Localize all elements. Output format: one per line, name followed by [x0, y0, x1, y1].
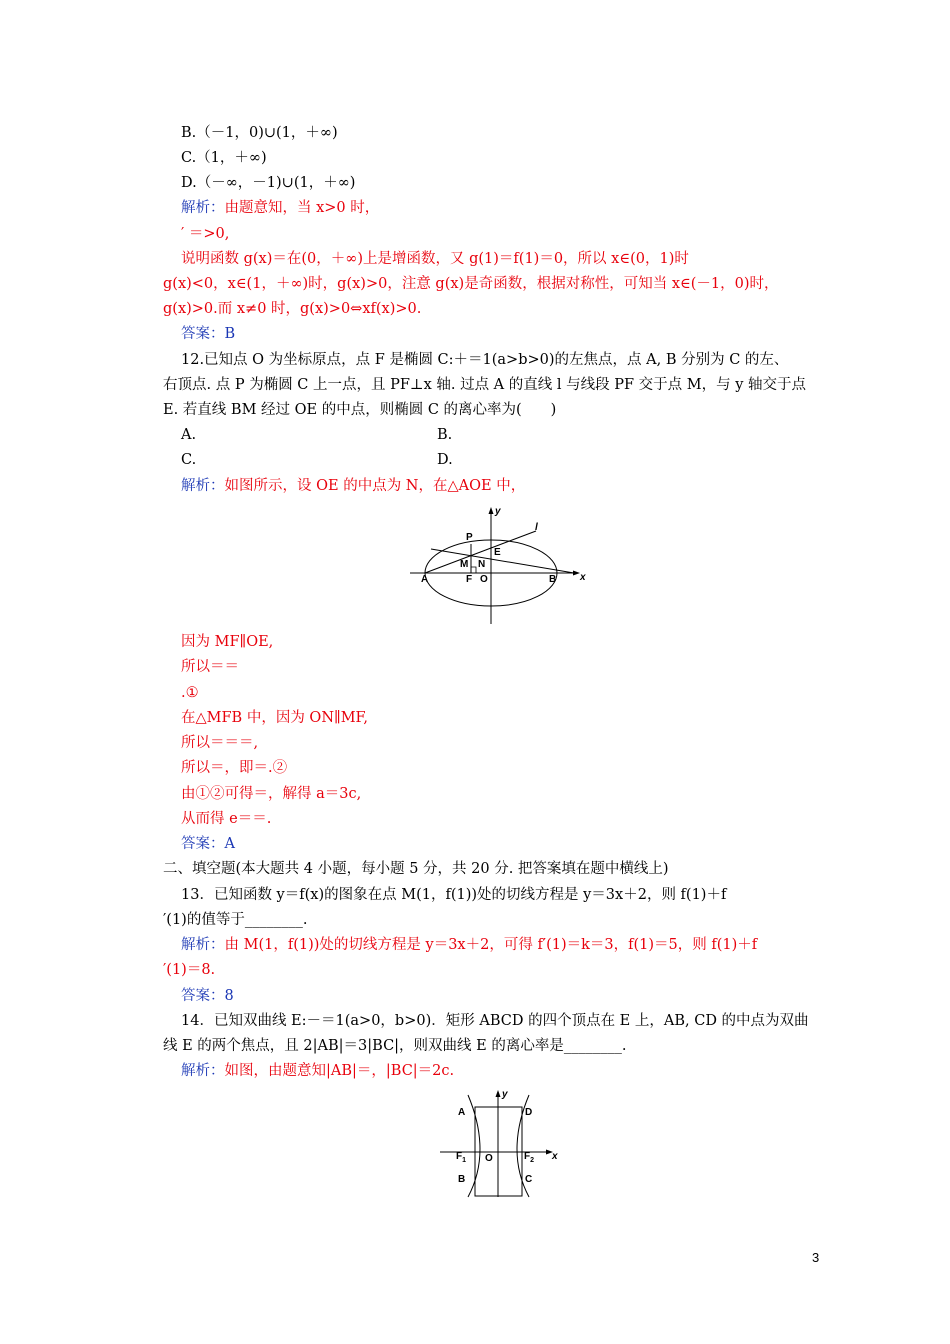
text-line: 线 E 的两个焦点，且 2|AB|＝3|BC|，则双曲线 E 的离心率是________.: [163, 1038, 627, 1054]
line-label: 解析：: [181, 937, 225, 953]
fig1-label-o: O: [480, 574, 488, 585]
line-label: 解析：: [181, 1063, 225, 1079]
text-line: ′(1)的值等于________.: [163, 912, 308, 928]
ellipse-figure: [405, 500, 595, 628]
line-content: 由题意知，当 x>0 时，: [224, 200, 380, 216]
text-line: [181, 323, 235, 345]
text-line: [181, 197, 379, 219]
text-line: 所以＝＝＝,: [181, 735, 259, 751]
fig2-label-f2: $F_2$: [524, 1151, 535, 1164]
fig2-label-b: B: [458, 1174, 466, 1185]
line-content: 8: [224, 988, 234, 1004]
right-angle-mark: [471, 567, 476, 573]
text-line: [181, 1060, 454, 1082]
line-label: 答案：: [181, 326, 225, 342]
x-axis-arrow: [573, 571, 580, 576]
line-label: 解析：: [181, 200, 225, 216]
text-line: ′(1)＝8.: [163, 962, 216, 978]
text-line: C.: [181, 452, 197, 468]
fig2-label-a: A: [458, 1107, 466, 1118]
y-axis-arrow: [496, 1090, 501, 1097]
text-line: 12.已知点 O 为坐标原点，点 F 是椭圆 C:＋＝1(a>b>0)的左焦点，点 A, B 分别为 C 的左、: [181, 352, 789, 368]
line-content: 如图，由题意知|AB|＝，|BC|＝2c.: [224, 1063, 455, 1079]
fig1-label-b: B: [549, 574, 557, 585]
fig1-label-n: N: [478, 559, 486, 570]
line-content: 由 M(1，f(1))处的切线方程是 y＝3x＋2，可得 f′(1)＝k＝3，f(1)＝5，则 f(1)＋f: [224, 937, 758, 953]
line-label: 解析：: [181, 478, 225, 494]
line-content: 如图所示，设 OE 的中点为 N，在△AOE 中，: [224, 478, 526, 494]
fig1-label-x: x: [580, 572, 586, 583]
text-line: 二、填空题(本大题共 4 小题，每小题 5 分，共 20 分. 把答案填在题中横线上): [163, 861, 669, 877]
text-line: .①: [181, 685, 199, 701]
line-content: B: [224, 326, 236, 342]
line-label: 答案：: [181, 836, 225, 852]
text-line: [181, 475, 525, 497]
text-line: 说明函数 g(x)＝在(0，＋∞)上是增函数，又 g(1)＝f(1)＝0，所以 x∈(0，1)时: [181, 251, 689, 267]
hyperbola-left-branch: [468, 1095, 480, 1197]
text-line: 在△MFB 中，因为 ON∥MF,: [181, 710, 368, 726]
fig1-label-p: P: [466, 532, 473, 543]
fig2-label-c: C: [525, 1174, 533, 1185]
fig1-label-e: E: [494, 547, 501, 558]
text-line: 因为 MF∥OE,: [181, 634, 274, 650]
text-line: 所以＝＝: [181, 659, 239, 675]
fig1-label-a: A: [421, 574, 429, 585]
hyperbola-figure: [440, 1085, 565, 1200]
text-line: E. 若直线 BM 经过 OE 的中点，则椭圆 C 的离心率为( ): [163, 402, 557, 418]
page-number: 3: [812, 1250, 820, 1265]
fig2-label-x: x: [552, 1151, 558, 1162]
text-line: 14．已知双曲线 E:－＝1(a>0，b>0)．矩形 ABCD 的四个顶点在 E 上，AB, CD 的中点为双曲: [181, 1013, 809, 1029]
fig1-label-l: l: [535, 522, 538, 533]
text-line: 13．已知函数 y＝f(x)的图象在点 M(1，f(1))处的切线方程是 y＝3x＋2，则 f(1)＋f: [181, 887, 727, 903]
fig2-label-d: D: [525, 1107, 533, 1118]
fig2-label-y: y: [502, 1089, 508, 1100]
text-line: 由①②可得＝，解得 a＝3c,: [181, 786, 362, 802]
text-line: [181, 934, 757, 956]
text-line: 所以＝，即＝.②: [181, 760, 288, 776]
fig2-label-f1: $F_1$: [456, 1151, 467, 1164]
text-line: C.（1，＋∞): [181, 150, 267, 166]
text-line: B.: [437, 427, 453, 443]
text-line: D.: [437, 452, 453, 468]
text-line: [181, 985, 234, 1007]
text-line: B.（－1，0)∪(1，＋∞): [181, 125, 338, 141]
fig1-label-f: F: [466, 574, 473, 585]
text-line: g(x)>0.而 x≠0 时，g(x)>0⇔xf(x)>0.: [163, 301, 422, 317]
line-content: A: [224, 836, 235, 852]
fig2-label-o: O: [485, 1153, 493, 1164]
y-axis-arrow: [489, 507, 494, 514]
text-line: 从而得 e＝＝.: [181, 811, 272, 827]
text-line: A.: [181, 427, 197, 443]
text-line: 右顶点. 点 P 为椭圆 C 上一点，且 PF⊥x 轴. 过点 A 的直线 l 与线段 PF 交于点 M，与 y 轴交于点: [163, 377, 807, 393]
fig1-label-y: y: [495, 506, 501, 517]
text-line: [181, 833, 235, 855]
text-line: D.（－∞，－1)∪(1，＋∞): [181, 175, 356, 191]
text-line: ′ ＝>0,: [181, 226, 230, 242]
fig1-label-m: M: [460, 559, 469, 570]
line-label: 答案：: [181, 988, 225, 1004]
text-line: g(x)<0，x∈(1，＋∞)时，g(x)>0，注意 g(x)是奇函数，根据对称性，可知当 x∈(－1，0)时，: [163, 276, 779, 292]
